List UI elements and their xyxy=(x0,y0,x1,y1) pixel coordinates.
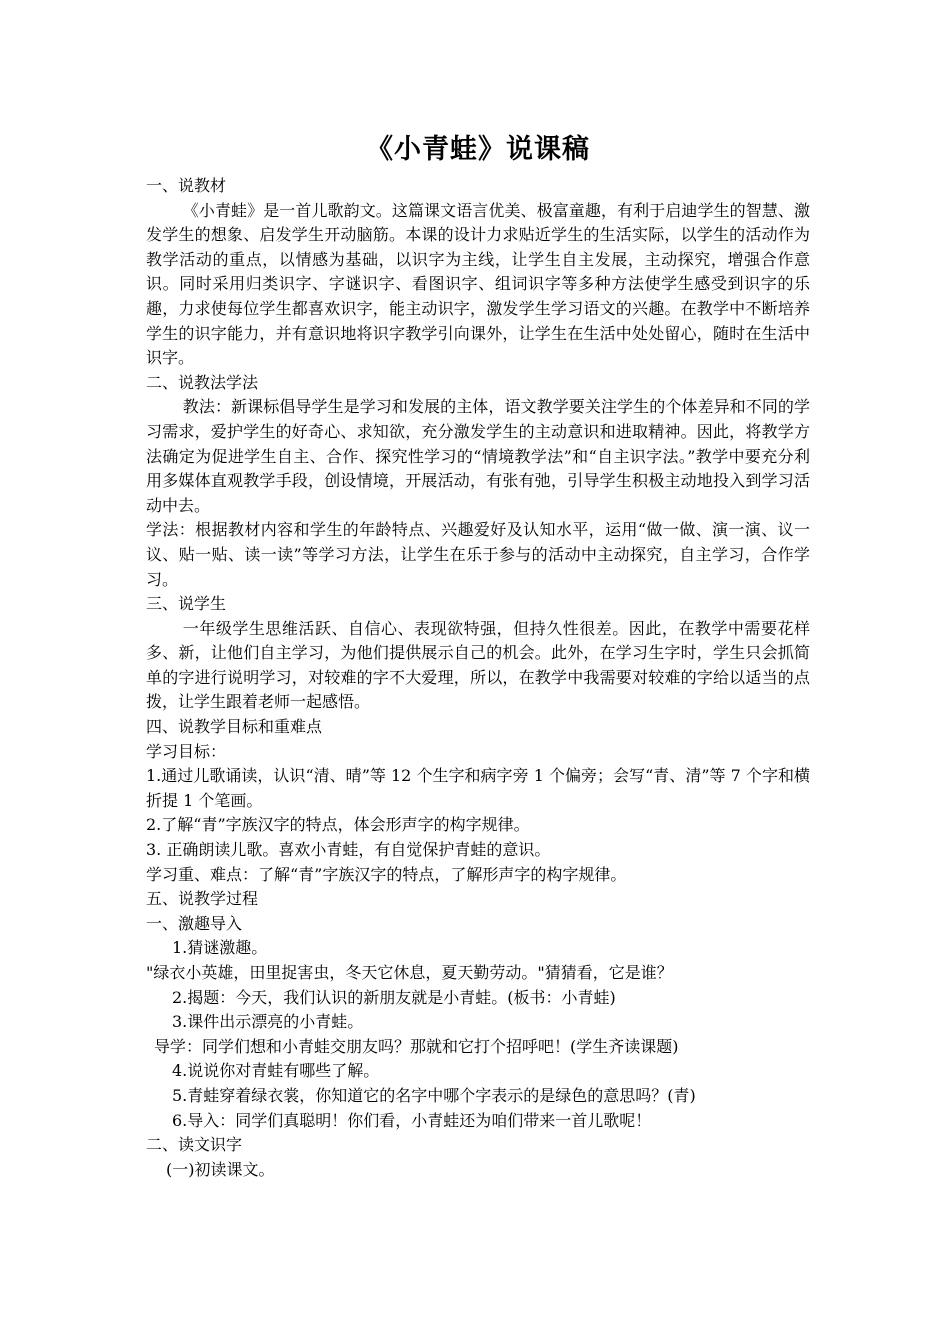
section-heading-students: 三、说学生 xyxy=(146,594,227,614)
process-part-reading: 二、读文识字 xyxy=(146,1135,243,1155)
key-points: 学习重、难点：了解“青”字族汉字的特点，了解形声字的构字规律。 xyxy=(146,864,627,884)
goals-label: 学习目标： xyxy=(146,741,227,761)
section-heading-goals: 四、说教学目标和重难点 xyxy=(146,717,323,737)
page-title: 《小青蛙》说课稿 xyxy=(366,134,590,165)
learning-method-paragraph: 学法：根据教材内容和学生的年龄特点、兴趣爱好及认知水平，运用“做一做、演一演、议一议、贴一贴、读一读”等学习方法，让学生在乐于参与的活动中主动探究，自主学习，合作学习。 xyxy=(146,520,810,589)
section-heading-methods: 二、说教法学法 xyxy=(146,372,259,392)
document-page xyxy=(146,128,810,1182)
students-paragraph: 一年级学生思维活跃、自信心、表现欲特强，但持久性很差。因此，在教学中需要花样多、新，让他们自主学习，为他们提供展示自己的机会。此外，在学习生字时，学生只会抓简单的字进行说明学习，对较难的字不大爱理，所以，在教学中我需要对较难的字给以适当的点拨，让学生跟着老师一起感悟。 xyxy=(146,618,810,712)
process-step-3: 3.课件出示漂亮的小青蛙。 xyxy=(172,1012,364,1032)
section-heading-process: 五、说教学过程 xyxy=(146,889,259,909)
teaching-method-paragraph: 教法：新课标倡导学生是学习和发展的主体，语文教学要关注学生的个体差异和不同的学习需求，爱护学生的好奇心、求知欲，充分激发学生的主动意识和进取精神。因此，将教学方法确定为促进学生自主、合作、探究性学习的“情境教学法”和“自主识字法。”教学中要充分利用多媒体直观教学手段，创设情境，开展活动，有张有弛，引导学生积极主动地投入到学习活动中去。 xyxy=(146,397,810,515)
process-step-2: 2.揭题：今天，我们认识的新朋友就是小青蛙。(板书：小青蛙) xyxy=(172,987,616,1007)
riddle-text: "绿衣小英雄，田里捉害虫，冬天它休息，夏天勤劳动。"猜猜看，它是谁？ xyxy=(146,963,673,982)
process-step-6: 6.导入：同学们真聪明！你们看，小青蛙还为咱们带来一首儿歌呢！ xyxy=(172,1110,652,1130)
textbook-paragraph: 《小青蛙》是一首儿歌韵文。这篇课文语言优美、极富童趣，有利于启迪学生的智慧、激发学生的想象、启发学生开动脑筋。本课的设计力求贴近学生的生活实际，以学生的活动作为教学活动的重点，以情感为基础，以识字为主线，让学生自主发展，主动探究，增强合作意识。同时采用归类识字、字谜识字、看图识字、组词识字等多种方法使学生感受到识字的乐趣，力求使每位学生都喜欢识字，能主动识字，激发学生学习语文的兴趣。在教学中不断培养学生的识字能力，并有意识地将识字教学引向课外，让学生在生活中处处留心，随时在生活中识字。 xyxy=(146,200,810,368)
process-step-4: 4.说说你对青蛙有哪些了解。 xyxy=(172,1061,380,1081)
goal-item-2: 2.了解“青”字族汉字的特点，体会形声字的构字规律。 xyxy=(146,815,530,835)
guide-text: 导学：同学们想和小青蛙交朋友吗？那就和它打个招呼吧！(学生齐读课题) xyxy=(154,1036,679,1056)
process-step-1: 1.猜谜激趣。 xyxy=(172,938,268,958)
process-part-intro: 一、激趣导入 xyxy=(146,913,243,933)
section-heading-textbook: 一、说教材 xyxy=(146,176,227,195)
goal-item-1: 1.通过儿歌诵读，认识“清、晴”等 12 个生字和病字旁 1 个偏旁；会写“青、清”等 7 个字和横折提 1 个笔画。 xyxy=(146,766,810,810)
goal-item-3: 3. 正确朗读儿歌。喜欢小青蛙，有自觉保护青蛙的意识。 xyxy=(146,840,551,860)
process-step-5: 5.青蛙穿着绿衣裳，你知道它的名字中哪个字表示的是绿色的意思吗？(青) xyxy=(172,1085,696,1105)
process-subpart-1: (一)初读课文。 xyxy=(166,1159,275,1179)
